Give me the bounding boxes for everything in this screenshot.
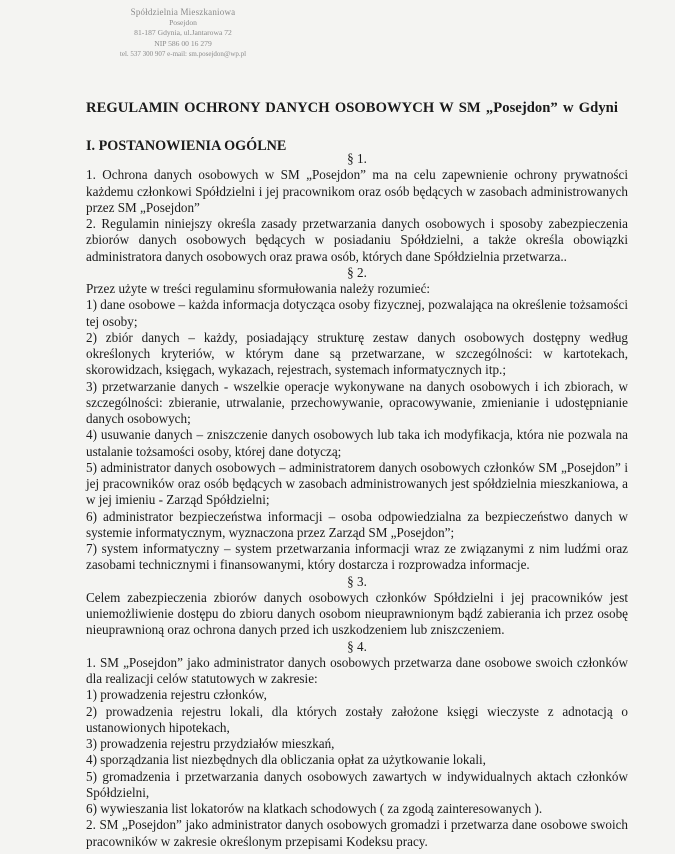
paragraph-number: § 4. bbox=[347, 638, 367, 654]
cooperative-stamp bbox=[88, 7, 278, 60]
paragraph: 1. Ochrona danych osobowych w SM „Posejdon” ma na celu zapewnienie ochrony prywatności każdemu członkowi Spółdzielni i jej pracownikom oraz osób będących w zasobach administrowanych przez SM „Posejdon” bbox=[86, 167, 628, 215]
stamp-nip: NIP 586 00 16 279 bbox=[154, 38, 212, 48]
paragraph: 1) dane osobowe – każda informacja dotycząca osoby fizycznej, pozwalająca na określenie tożsamości tej osoby; bbox=[86, 297, 628, 329]
stamp-contact: tel. 537 300 907 e-mail: sm.posejdon@wp.pl bbox=[119, 50, 247, 59]
paragraph: 1) prowadzenia rejestru członków, bbox=[86, 687, 267, 703]
section-heading: I. POSTANOWIENIA OGÓLNE bbox=[86, 138, 287, 154]
paragraph: 6) wywieszania list lokatorów na klatkach schodowych ( za zgodą zainteresowanych ). bbox=[86, 801, 543, 816]
paragraph: 2) zbiór danych – każdy, posiadający strukturę zestaw danych osobowych dostępny według określonych kryteriów, w którym dane są przetwarzane, w szczególności: w kartotekach, skorowidzach, księgach, wykazach, rejestrach, systemach informatycznych itp.; bbox=[86, 329, 628, 378]
paragraph: 7) system informatyczny – system przetwarzania informacji wraz ze związanymi z nim ludźmi oraz zasobami technicznymi i finansowanymi, który dostarcza i rozprowadza informacje. bbox=[86, 541, 628, 573]
paragraph: 2. Regulamin niniejszy określa zasady przetwarzania danych osobowych i sposoby zabezpieczenia zbiorów danych osobowych będących w posiadaniu Spółdzielni, a także określa obowiązki administratora danych osobowych oraz prawa osób, których dane Spółdzielnia przetwarza.. bbox=[86, 216, 628, 264]
paragraph-number: § 2. bbox=[347, 264, 367, 280]
paragraph: 2) prowadzenia rejestru lokali, dla których zostały założone księgi wieczyste z adnotacją o ustanowionych hipotekach, bbox=[86, 703, 628, 735]
paragraph: 6) administrator bezpieczeństwa informacji – osoba odpowiedzialna za bezpieczeństwo danych w systemie informatycznym, wyznaczona przez Zarząd SM „Posejdon”; bbox=[86, 508, 628, 540]
paragraph: Przez użyte w treści regulaminu sformułowania należy rozumieć: bbox=[86, 281, 431, 296]
paragraph: 5) administrator danych osobowych – administratorem danych osobowych członków SM „Posejdon” i jej pracowników oraz osób będących w zasobach administrowanych jest spółdzielnia mieszkaniowa, a w jej imieniu - Zarząd Spółdzielni; bbox=[86, 459, 628, 508]
document-body bbox=[86, 151, 628, 850]
document-title: REGULAMIN OCHRONY DANYCH OSOBOWYCH W SM „Posejdon” w Gdyni bbox=[86, 100, 618, 116]
paragraph-number: § 1. bbox=[347, 151, 367, 166]
paragraph: 3) przetwarzanie danych - wszelkie operacje wykonywane na danych osobowych i ich zbiorach, w szczególności: zbieranie, utrwalanie, przechowywanie, opracowywanie, zmienianie i udostępnianie danych osobowych; bbox=[86, 378, 628, 426]
paragraph: 5) gromadzenia i przetwarzania danych osobowych zawartych w indywidualnych aktach członków Spółdzielni, bbox=[86, 768, 628, 800]
paragraph: 4) usuwanie danych – zniszczenie danych osobowych lub taka ich modyfikacja, która nie pozwala na ustalanie tożsamości osoby, której dane dotyczą; bbox=[86, 427, 628, 459]
stamp-name: Spółdzielnia Mieszkaniowa bbox=[130, 7, 236, 17]
paragraph: 2. SM „Posejdon” jako administrator danych osobowych gromadzi i przetwarza dane osobowe swoich pracowników w zakresie określonym przepisami Kodeksu pracy. bbox=[86, 817, 628, 849]
paragraph: 1. SM „Posejdon” jako administrator danych osobowych przetwarza dane osobowe swoich członków dla realizacji celów statutowych w zakresie: bbox=[86, 654, 628, 686]
paragraph-number: § 3. bbox=[347, 573, 367, 589]
stamp-address: 81-187 Gdynia, ul.Jantarowa 72 bbox=[134, 28, 232, 38]
paragraph: 4) sporządzania list niezbędnych dla obliczania opłat za użytkowanie lokali, bbox=[86, 752, 486, 768]
paragraph: Celem zabezpieczenia zbiorów danych osobowych członków Spółdzielni i jej pracowników jest uniemożliwienie dostępu do zbioru danych osobom nieuprawnionym bądź zabierania ich przez osobę nieuprawnioną oraz ochrona danych przed ich uszkodzeniem lub zniszczeniem. bbox=[86, 589, 628, 638]
stamp-name-2: Posejdon bbox=[169, 17, 197, 27]
paragraph: 3) prowadzenia rejestru przydziałów mieszkań, bbox=[86, 736, 335, 751]
